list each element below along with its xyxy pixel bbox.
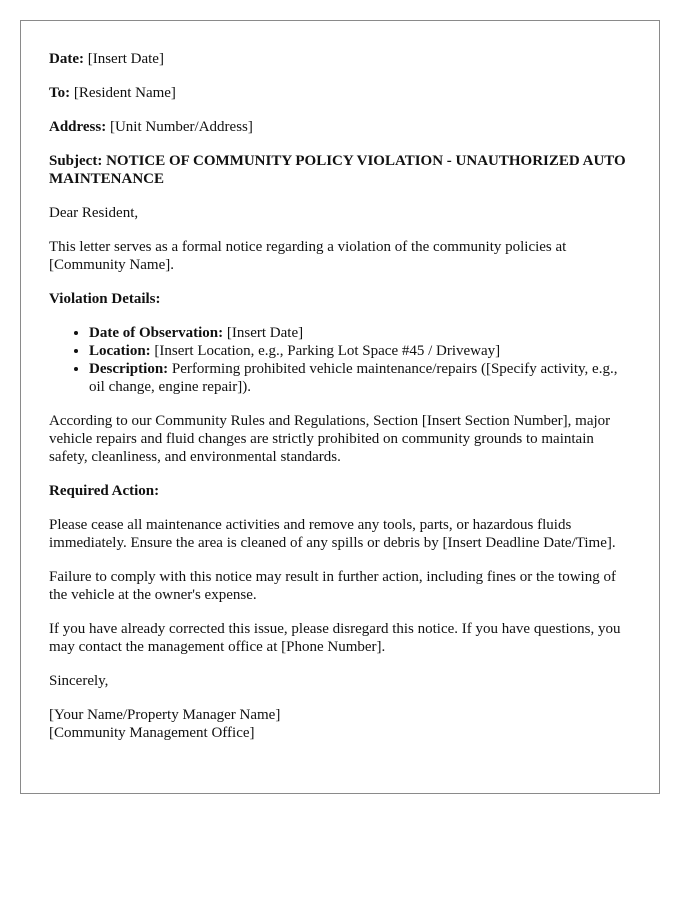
date-label: Date:	[49, 51, 84, 67]
violation-heading: Violation Details:	[49, 291, 161, 307]
subject-value: NOTICE OF COMMUNITY POLICY VIOLATION - UNAUTHORIZED AUTO MAINTENANCE	[49, 153, 626, 187]
date-value: [Insert Date]	[87, 51, 164, 67]
action-paragraph: Please cease all maintenance activities and remove any tools, parts, or hazardous fluids immediately. Ensure the area is cleaned of any spills or debris by [Insert Deadline Date/Time].	[49, 517, 616, 551]
detail-value: [Insert Date]	[226, 325, 304, 341]
detail-label: Location:	[89, 343, 151, 359]
to-value: [Resident Name]	[73, 85, 176, 101]
address-value: [Unit Number/Address]	[109, 119, 253, 135]
violation-details-list	[49, 324, 631, 396]
address-line	[49, 118, 631, 136]
action-heading: Required Action:	[49, 483, 160, 499]
signature-block	[49, 706, 631, 742]
detail-label: Description:	[89, 361, 169, 377]
to-label: To:	[49, 85, 71, 101]
detail-value: Performing prohibited vehicle maintenance/repairs ([Specify activity, e.g., oil change, engine repair]).	[89, 361, 618, 395]
detail-value: [Insert Location, e.g., Parking Lot Space #45 / Driveway]	[154, 343, 501, 359]
to-line	[49, 84, 631, 102]
subject-line	[49, 152, 631, 188]
signer-office: [Community Management Office]	[49, 725, 255, 741]
disregard-paragraph: If you have already corrected this issue, please disregard this notice. If you have questions, you may contact the management office at [Phone Number].	[49, 621, 621, 655]
date-line	[49, 50, 631, 68]
subject-label: Subject:	[49, 153, 103, 169]
consequence-paragraph: Failure to comply with this notice may result in further action, including fines or the towing of the vehicle at the owner's expense.	[49, 569, 616, 603]
detail-label: Date of Observation:	[89, 325, 224, 341]
closing-salutation: Sincerely,	[49, 673, 109, 689]
rules-paragraph: According to our Community Rules and Regulations, Section [Insert Section Number], major vehicle repairs and fluid changes are strictly prohibited on community grounds to maintain safety, cleanliness, and environmental standards.	[49, 413, 611, 465]
detail-item-location	[89, 342, 631, 360]
detail-item-date	[89, 324, 631, 342]
letter-document	[20, 20, 660, 794]
greeting: Dear Resident,	[49, 205, 139, 221]
address-label: Address:	[49, 119, 107, 135]
intro-paragraph: This letter serves as a formal notice regarding a violation of the community policies at [Community Name].	[49, 239, 567, 273]
signer-name: [Your Name/Property Manager Name]	[49, 707, 281, 723]
detail-item-description	[89, 360, 631, 396]
